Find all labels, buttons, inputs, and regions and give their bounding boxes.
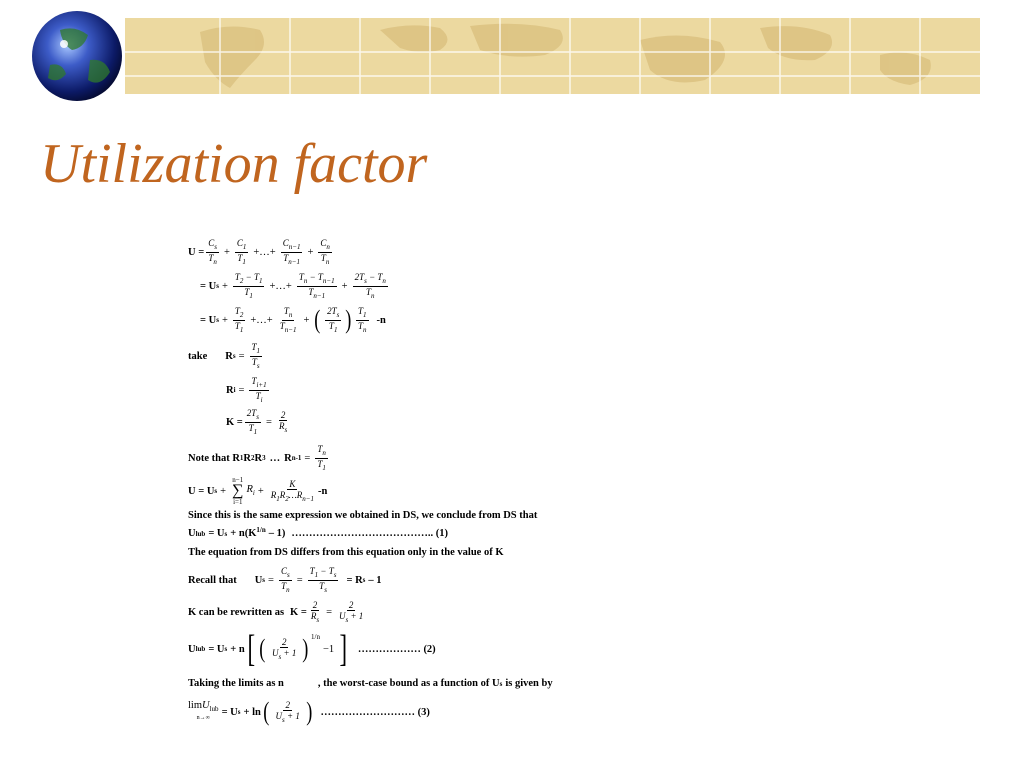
globe-icon [32,11,122,101]
note-that: Note that R 1 R 2 R 3 … R n-1 = $\frac{T_n}{T_1}$ [188,444,326,472]
equation-line-3: = U s + $\frac{T_2}{T_1}$ +…+ $\frac{T_n}{T_{n-1}}$ + ( $\frac{2T_s}{T_1}$ ) $\frac{T_1}{T_n}$ -n [200,305,386,335]
k-rewritten: K can be rewritten as K = $\frac{2}{R_s}$ = $\frac{2}{U_s + 1}$ [188,600,364,624]
lim-eq-3: limU$_{lub}$ n→∞ = U s + ln ( $\frac{2}{U_s + 1}$ ) ……………………… (3) [188,697,430,727]
define-k: K = $\frac{2T_s}{T_1}$ = $\frac{2}{R_s}$ [226,408,288,436]
equation-u-sum-k: U = U s + n−1 ∑ i=1 $R_i$ + $\frac{K}{R_1R_2\dots R_{n-1}}$ -n [188,476,328,506]
ulub-eq-1: U lub = U s + n(K $^{1/n}$ – 1) ………………………………….. (1) [188,525,448,539]
equation-line-2: = U s + $\frac{T_2 - T_1}{T_1}$ +…+ $\frac{T_n - T_{n-1}}{T_{n-1}}$ + $\frac{2T_s - T_n}{T_n}$ [200,272,386,300]
take-rs: take R s = $\frac{T_1}{T_s}$ [188,342,261,370]
slide-title: Utilization factor [40,133,428,195]
banner-world-map [0,0,1024,110]
ulub-eq-2: U lub = U s + n [ ( $\frac{2}{U_s + 1}$ ) 1/n −1 ] ……………… (2) [188,628,436,670]
define-ri: R i = $\frac{T_{i+1}}{T_i}$ [226,376,267,404]
diff-text: The equation from DS differs from this equation only in the value of K [188,547,504,558]
limits-text: Taking the limits as n , the worst-case bound as a function of U s is given by [188,678,553,689]
recall-that: Recall that U s = $\frac{C_s}{T_n}$ = $\frac{T_1 - T_s}{T_s}$ = R s – 1 [188,566,382,594]
equation-u-sum: U = $\frac{C_s}{T_n}$ + $\frac{C_1}{T_1}$ +…+ $\frac{C_{n-1}}{T_{n-1}}$ + $\frac{C_n}{T_n}$ [188,238,330,266]
since-text: Since this is the same expression we obtained in DS, we conclude from DS that [188,510,538,521]
